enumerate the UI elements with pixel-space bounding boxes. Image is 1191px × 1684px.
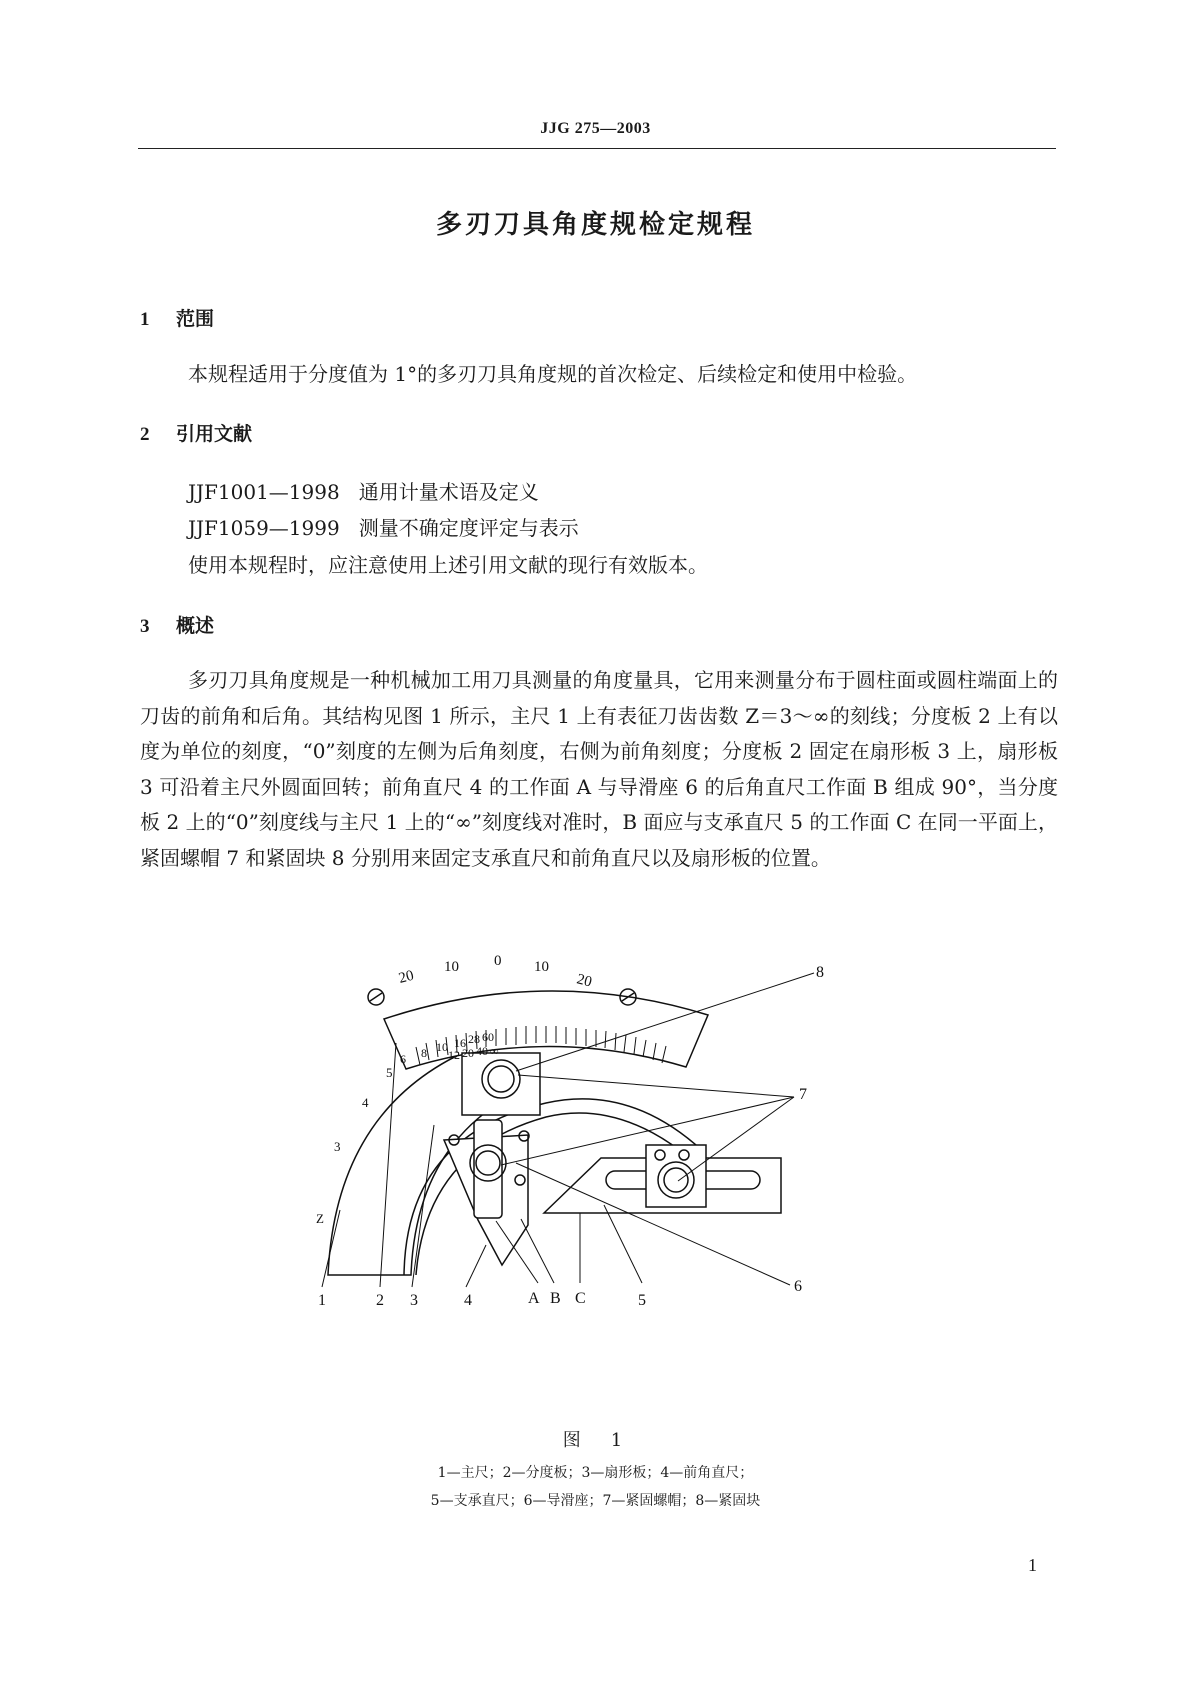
scale-label: 10 [534, 959, 549, 975]
callout-c: C [575, 1290, 586, 1307]
section-title: 概述 [176, 615, 215, 637]
inner-scale-label: 10 [436, 1040, 448, 1054]
main-scale-label: 3 [334, 1139, 341, 1154]
callout-5: 5 [638, 1292, 646, 1309]
callout-3: 3 [410, 1292, 418, 1309]
inner-scale-label: 20 [462, 1046, 474, 1060]
figure-1-diagram [316, 953, 876, 1395]
inner-scale-label: 40 [476, 1044, 488, 1058]
reference-note: 使用本规程时，应注意使用上述引用文献的现行有效版本。 [188, 553, 708, 577]
callout-b: B [550, 1290, 561, 1307]
inner-scale-label: 28 [468, 1032, 480, 1046]
locking-block [462, 1053, 540, 1115]
header-rule [138, 148, 1056, 149]
figure-legend-line-1: 1—主尺；2—分度板；3—扇形板；4—前角直尺； [437, 1465, 754, 1481]
section-2-heading [140, 419, 252, 446]
scale-label: 20 [397, 967, 416, 987]
callout-2: 2 [376, 1292, 384, 1309]
section-3-paragraph: 多刃刀具角度规是一种机械加工用刀具测量的角度量具，它用来测量分布于圆柱面或圆柱端面上的刀齿的前角和后角。其结构见图 1 所示，主尺 1 上有表征刀齿齿数 Z＝3～∞的刻线；分度板 2 上有以度为单位的刻度，“0”刻度的左侧为后角刻度，右侧为前角刻度；分度板 2 固定在扇形板 3 上，扇形板 3 可沿着主尺外圆面回转；前角直尺 4 的工作面 A 与导滑座 6 的后角直尺工作面 B 组成 90°，当分度板 2 上的“0”刻度线与主尺 1 上的“∞”刻度线对准时，B 面应与支承直尺 5 的工作面 C 在同一平面上，紧固螺帽 7 和紧固块 8 分别用来固定支承直尺和前角直尺以及扇形板的位置。 [140, 668, 1058, 870]
main-scale-label: 4 [362, 1095, 369, 1110]
inner-scale-label: 8 [421, 1046, 427, 1060]
inner-scale-label: 12 [448, 1048, 460, 1062]
page-number: 1 [1028, 1555, 1037, 1575]
reference-name: 通用计量术语及定义 [358, 480, 539, 504]
reference-2 [188, 512, 579, 541]
figure-caption: 图 1 [562, 1430, 629, 1451]
main-scale-label: Z [316, 1211, 324, 1226]
section-number: 3 [140, 616, 150, 637]
scale-label: 0 [494, 953, 502, 969]
callout-4: 4 [464, 1292, 472, 1309]
callout-6: 6 [794, 1278, 802, 1295]
scale-label: 20 [575, 971, 594, 991]
section-title: 引用文献 [176, 423, 253, 445]
reference-name: 测量不确定度评定与表示 [358, 516, 579, 540]
callout-8: 8 [816, 964, 824, 981]
reference-1 [188, 476, 539, 505]
callout-1: 1 [318, 1292, 326, 1309]
inner-scale-label: ∞ [490, 1044, 499, 1058]
inner-scale-label: 16 [454, 1036, 466, 1050]
main-scale-label: 5 [386, 1065, 393, 1080]
section-number: 1 [140, 309, 150, 330]
scale-label: 10 [444, 959, 459, 975]
callout-a: A [528, 1290, 540, 1307]
inner-scale-label: 60 [482, 1030, 494, 1044]
document-title: 多刃刀具角度规检定规程 [435, 210, 755, 240]
callout-7: 7 [799, 1086, 807, 1103]
section-title: 范围 [176, 308, 215, 330]
header-standard-code: JJG 275—2003 [540, 120, 651, 137]
inner-scale-label: 6 [400, 1052, 406, 1066]
figure-legend-line-2: 5—支承直尺；6—导滑座；7—紧固螺帽；8—紧固块 [430, 1493, 761, 1509]
reference-code: JJF1001—1998 [188, 480, 340, 504]
section-1-paragraph: 本规程适用于分度值为 1°的多刃刀具角度规的首次检定、后续检定和使用中检验。 [188, 362, 918, 386]
section-3-heading [140, 611, 214, 638]
section-1-heading [140, 304, 214, 331]
reference-code: JJF1059—1999 [188, 516, 340, 540]
section-number: 2 [140, 424, 150, 445]
